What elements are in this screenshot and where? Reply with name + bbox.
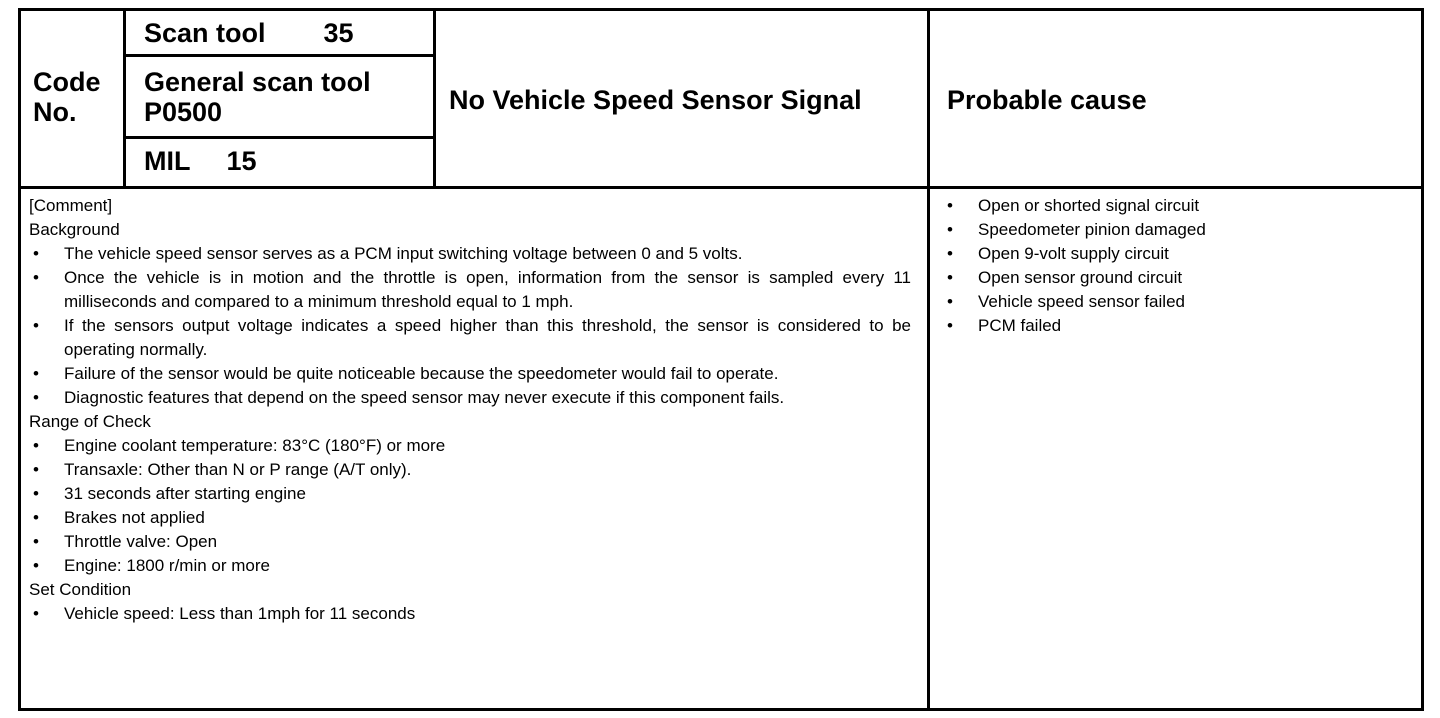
background-heading: Background [29, 220, 120, 239]
list-item: • Vehicle speed: Less than 1mph for 11 seconds [33, 604, 416, 623]
list-item: • Engine: 1800 r/min or more [33, 556, 270, 575]
probable-cause-list [943, 194, 1403, 338]
general-scan-tool-cell: General scan tool P0500 [144, 67, 371, 127]
probable-cause-heading: Probable cause [947, 85, 1147, 115]
table-header [21, 11, 1421, 189]
range-heading: Range of Check [29, 412, 151, 431]
code-no-label: Code No. [33, 67, 101, 127]
scan-tool-cell: Scan tool 35 [144, 18, 354, 48]
comment-heading: [Comment] [29, 196, 113, 215]
list-item: • The vehicle speed sensor serves as a PCM input switching voltage between 0 and 5 volts. [33, 244, 743, 263]
list-item: • Engine coolant temperature: 83°C (180°F) or more [33, 436, 446, 455]
mil-cell: MIL 15 [144, 146, 257, 176]
list-item: • PCM failed [947, 316, 1062, 335]
code-title: No Vehicle Speed Sensor Signal [449, 85, 862, 115]
list-item: • Brakes not applied [33, 508, 205, 527]
list-item: • 31 seconds after starting engine [33, 484, 306, 503]
list-item: • Speedometer pinion damaged [947, 220, 1206, 239]
list-item: • Open sensor ground circuit [947, 268, 1183, 287]
list-item: • Open or shorted signal circuit [947, 196, 1200, 215]
list-item: • Vehicle speed sensor failed [947, 292, 1185, 311]
set-condition-heading: Set Condition [29, 580, 132, 599]
diagnostic-code-table [18, 8, 1424, 711]
comment-section [29, 194, 911, 626]
list-item: • Throttle valve: Open [33, 532, 218, 551]
list-item: • If the sensors output voltage indicates a speed higher than this threshold, the sensor is considered to be operating normally. [33, 316, 911, 359]
table-body [21, 189, 1421, 708]
list-item: • Open 9-volt supply circuit [947, 244, 1169, 263]
list-item: • Failure of the sensor would be quite noticeable because the speedometer would fail to operate. [33, 364, 779, 383]
list-item: • Transaxle: Other than N or P range (A/T only). [33, 460, 412, 479]
list-item: • Once the vehicle is in motion and the throttle is open, information from the sensor is sampled every 11 milliseconds and compared to a minimum threshold equal to 1 mph. [33, 268, 911, 311]
list-item: • Diagnostic features that depend on the speed sensor may never execute if this component fails. [33, 388, 785, 407]
